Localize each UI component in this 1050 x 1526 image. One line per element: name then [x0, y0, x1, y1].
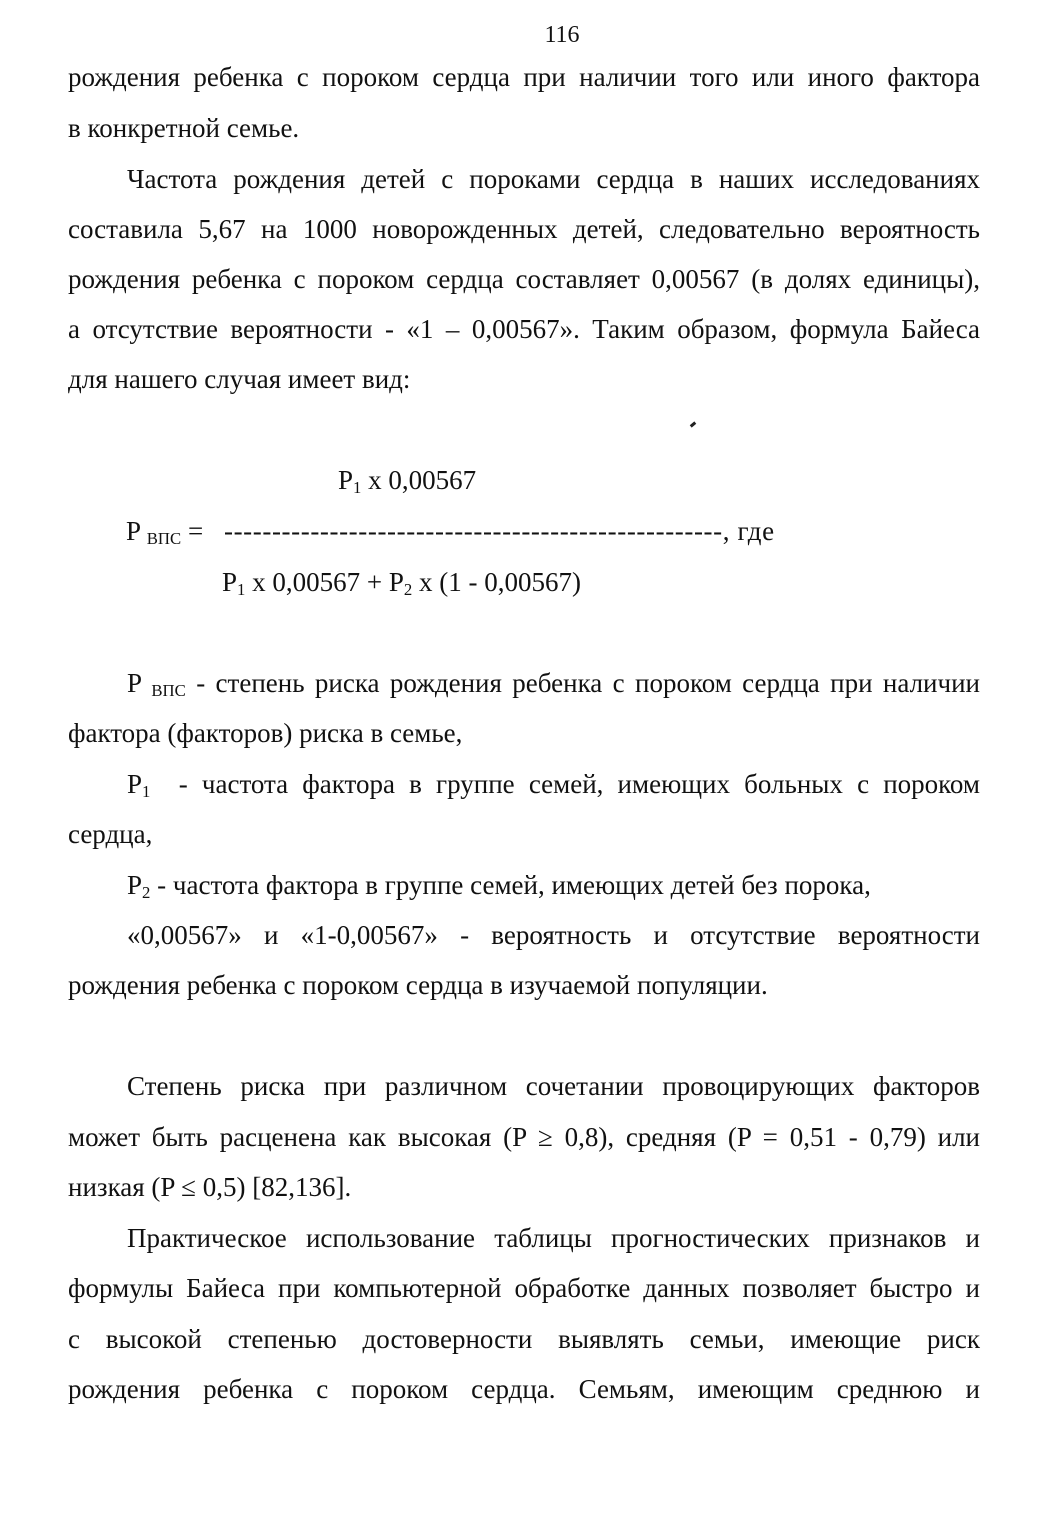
- para2-line5: для нашего случая имеет вид:: [68, 364, 411, 394]
- para2-line3: рождения ребенка с пороком сердца составляет 0,00567 (в долях единицы),: [68, 264, 980, 294]
- para4-line4: рождения ребенка с пороком сердца. Семьям, имеющим среднюю и: [68, 1374, 980, 1404]
- page-number: 116: [544, 22, 580, 48]
- para2-line2: составила 5,67 на 1000 новорожденных детей, следовательно вероятность: [68, 214, 980, 244]
- para4-line3: с высокой степенью достоверности выявлять семьи, имеющие риск: [68, 1324, 980, 1354]
- def-probabilities: «0,00567» и «1-0,00567» - вероятность и отсутствие вероятности: [127, 920, 980, 950]
- scan-mark: [690, 421, 697, 427]
- def-p1: $P_1$ - частота фактора в группе семей, имеющих больных с пороком: [127, 769, 980, 802]
- def-pvps-cont: фактора (факторов) риска в семье,: [68, 718, 463, 748]
- formula-denominator: $P_1$ x $0,00567 + P_2$ x (1 - 0,00567): [222, 567, 582, 600]
- para4-line1: Практическое использование таблицы прогностических признаков и: [127, 1223, 980, 1253]
- para1-line2: в конкретной семье.: [68, 113, 300, 143]
- formula-lhs: P $_{ВПС}$ =: [126, 516, 204, 549]
- para4-line2: формулы Байеса при компьютерной обработке данных позволяет быстро и: [68, 1273, 980, 1303]
- formula-numerator: $P_1$ x 0,00567: [338, 465, 477, 498]
- def-p1-cont: сердца,: [68, 819, 153, 849]
- para2-line1: Частота рождения детей с пороками сердца в наших исследованиях: [127, 164, 980, 194]
- para3-line2: может быть расценена как высокая (P ≥ 0,8), средняя (P = 0,51 - 0,79) или: [68, 1122, 980, 1152]
- para2-line4: а отсутствие вероятности - «1 – 0,00567». Таким образом, формула Байеса: [68, 314, 980, 344]
- def-pvps: P $_{ВПС}$ - степень риска рождения ребенка с пороком сердца при наличии: [127, 668, 980, 701]
- def-probabilities-cont: рождения ребенка с пороком сердца в изучаемой популяции.: [68, 970, 768, 1000]
- para3-line1: Степень риска при различном сочетании провоцирующих факторов: [127, 1071, 980, 1101]
- para3-line3: низкая (P ≤ 0,5) [82,136].: [68, 1172, 352, 1202]
- para1-line1: рождения ребенка с пороком сердца при наличии того или иного фактора: [68, 62, 980, 92]
- formula-fraction-bar: ----------------------------------------------------, где: [224, 516, 775, 546]
- def-p2: $P_2$ - частота фактора в группе семей, имеющих детей без порока,: [127, 870, 871, 903]
